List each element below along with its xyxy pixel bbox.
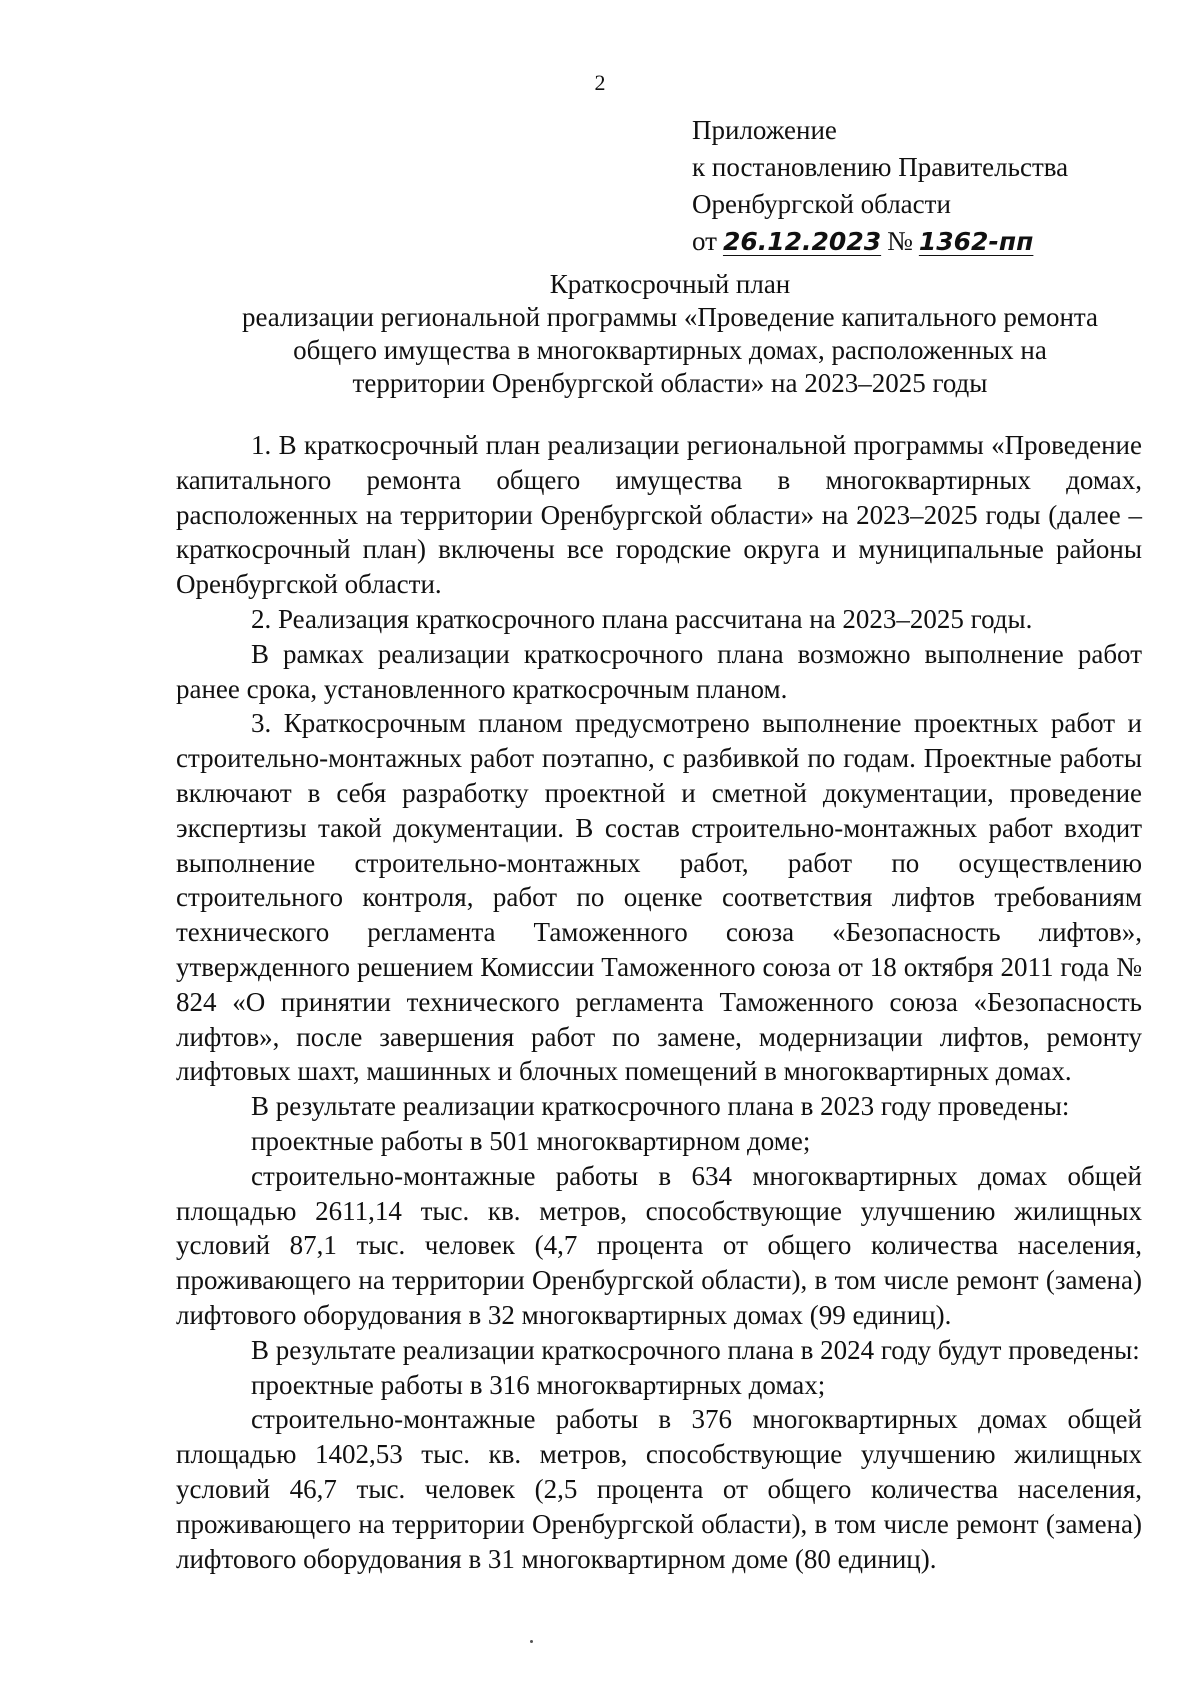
paragraph-7: строительно-монтажные работы в 634 многоквартирных домах общей площадью 2611,14 тыс. кв. метров, способствующие улучшению жилищных условий 87,1 тыс. человек (4,7 процента от общего количества населения, проживающего на территории Оренбургской области), в том числе ремонт (замена) лифтового оборудования в 32 многоквартирных домах (99 единиц). [176, 1160, 1142, 1330]
title-line-4: территории Оренбургской области» на 2023–2025 годы [352, 368, 988, 398]
paragraph-8: В результате реализации краткосрочного плана в 2024 году будут проведены: [251, 1334, 1140, 1365]
appendix-line-3: Оренбургской области [692, 189, 951, 219]
page-number: 2 [594, 70, 606, 95]
paragraph-6: проектные работы в 501 многоквартирном доме; [251, 1125, 811, 1156]
from-label: от [692, 226, 717, 256]
handwritten-number: 1362-пп [918, 227, 1034, 256]
scan-speck [530, 1640, 533, 1643]
document-title [190, 268, 1150, 400]
paragraph-5: В результате реализации краткосрочного плана в 2023 году проведены: [251, 1091, 1070, 1122]
title-line-1: Краткосрочный план [549, 269, 791, 299]
paragraph-9: проектные работы в 316 многоквартирных домах; [251, 1369, 826, 1400]
paragraph-3: В рамках реализации краткосрочного плана возможно выполнение работ ранее срока, установленного краткосрочным планом. [176, 638, 1142, 704]
paragraph-1: 1. В краткосрочный план реализации региональной программы «Проведение капитального ремонта общего имущества в многоквартирных домах, расположенных на территории Оренбургской области» на 2023–2025 годы (далее – краткосрочный план) включены все городские округа и муниципальные районы Оренбургской области. [176, 430, 1142, 600]
appendix-block [692, 112, 1075, 260]
paragraph-10: строительно-монтажные работы в 376 многоквартирных домах общей площадью 1402,53 тыс. кв. метров, способствующие улучшению жилищных условий 46,7 тыс. человек (2,5 процента от общего количества населения, проживающего на территории Оренбургской области), в том числе ремонт (замена) лифтового оборудования в 31 многоквартирном доме (80 единиц). [176, 1404, 1142, 1574]
appendix-line-4 [692, 223, 1075, 260]
title-line-2: реализации региональной программы «Проведение капитального ремонта [241, 302, 1099, 332]
appendix-line-1: Приложение [692, 115, 837, 145]
paragraph-2: 2. Реализация краткосрочного плана рассчитана на 2023–2025 годы. [251, 603, 1033, 634]
title-line-3: общего имущества в многоквартирных домах, расположенных на [293, 335, 1047, 365]
paragraph-4: 3. Краткосрочным планом предусмотрено выполнение проектных работ и строительно-монтажных работ поэтапно, с разбивкой по годам. Проектные работы включают в себя разработку проектной и сметной документации, проведение экспертизы такой документации. В состав строительно-монтажных работ входит выполнение строительно-монтажных работ, работ по осуществлению строительного контроля, работ по оценке соответствия лифтов требованиям технического регламента Таможенного союза «Безопасность лифтов», утвержденного решением Комиссии Таможенного союза от 18 октября 2011 года № 824 «О принятии технического регламента Таможенного союза «Безопасность лифтов», после завершения работ по замене, модернизации лифтов, ремонту лифтовых шахт, машинных и блочных помещений в многоквартирных домах. [176, 708, 1142, 1087]
appendix-line-2: к постановлению Правительства [692, 152, 1069, 182]
handwritten-date: 26.12.2023 [722, 227, 882, 256]
document-body [176, 428, 1142, 1576]
number-label: № [887, 226, 913, 256]
